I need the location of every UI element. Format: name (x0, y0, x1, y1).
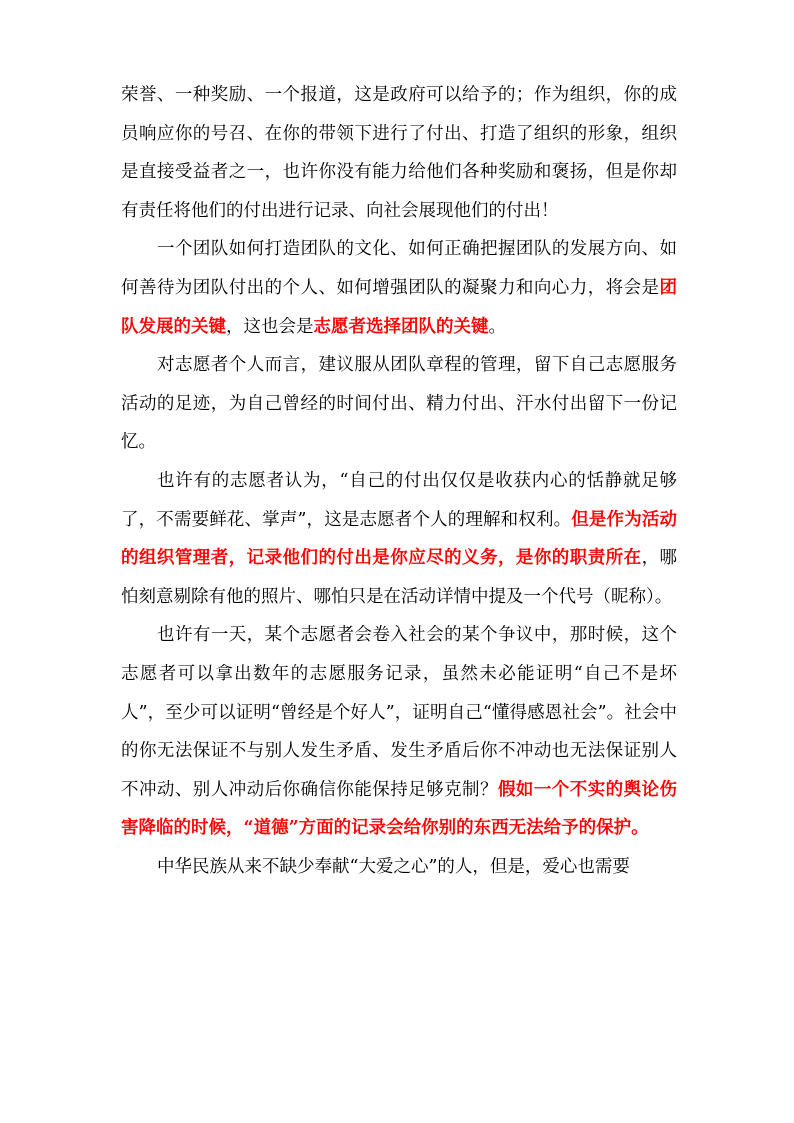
paragraph-2-text-end: 。 (488, 316, 506, 337)
paragraph-6-text: 中华民族从来不缺少奉献“大爱之心”的人，但是，爱心也需要 (157, 856, 630, 877)
paragraph-1 (121, 76, 677, 230)
paragraph-6 (121, 848, 677, 887)
highlight-moral-record-protection: 假如一个不实的舆论伤害降临的时候，“道德”方面的记录会给你别的东西无法给予的保护。 (121, 779, 678, 839)
paragraph-3 (121, 346, 677, 462)
paragraph-5-text: 也许有一天，某个志愿者会卷入社会的某个争议中，那时候，这个志愿者可以拿出数年的志愿服务记录，虽然未必能证明“自己不是坏人”，至少可以证明“曾经是个好人”，证明自己“懂得感恩社会”。社会中的你无法保证不与别人发生矛盾、发生矛盾后你不冲动也无法保证别人不冲动、别人冲动后你确信你能保持足够克制？ (121, 625, 677, 800)
paragraph-2-text-middle: ，这也会是 (226, 316, 314, 337)
highlight-organizer-duty: 但是作为活动的组织管理者，记录他们的付出是你应尽的义务，是你的职责所在 (121, 509, 677, 569)
highlight-team-development-key: 团队发展的关键 (121, 277, 677, 337)
paragraph-4 (121, 462, 677, 616)
paragraph-1-text: 荣誉、一种奖励、一个报道，这是政府可以给予的；作为组织，你的成员响应你的号召、在你的带领下进行了付出、打造了组织的形象，组织是直接受益者之一，也许你没有能力给他们各种奖励和褒扬，但是你却有责任将他们的付出进行记录、向社会展现他们的付出！ (121, 85, 677, 221)
paragraph-3-text: 对志愿者个人而言，建议服从团队章程的管理，留下自己志愿服务活动的足迹，为自己曾经的时间付出、精力付出、汗水付出留下一份记忆。 (121, 355, 677, 453)
paragraph-4-text-end: ，哪怕刻意剔除有他的照片、哪怕只是在活动详情中提及一个代号（昵称）。 (121, 548, 678, 607)
paragraph-2-text: 一个团队如何打造团队的文化、如何正确把握团队的发展方向、如何善待为团队付出的个人、如何增强团队的凝聚力和向心力，将会是 (121, 239, 677, 298)
paragraph-5 (121, 616, 677, 848)
highlight-volunteer-choice-key: 志愿者选择团队的关键 (313, 316, 489, 337)
paragraph-4-text: 也许有的志愿者认为，“自己的付出仅仅是收获内心的恬静就足够了，不需要鲜花、掌声”，这是志愿者个人的理解和权利。 (121, 470, 677, 530)
paragraph-2 (121, 230, 677, 346)
document-page (121, 76, 677, 886)
